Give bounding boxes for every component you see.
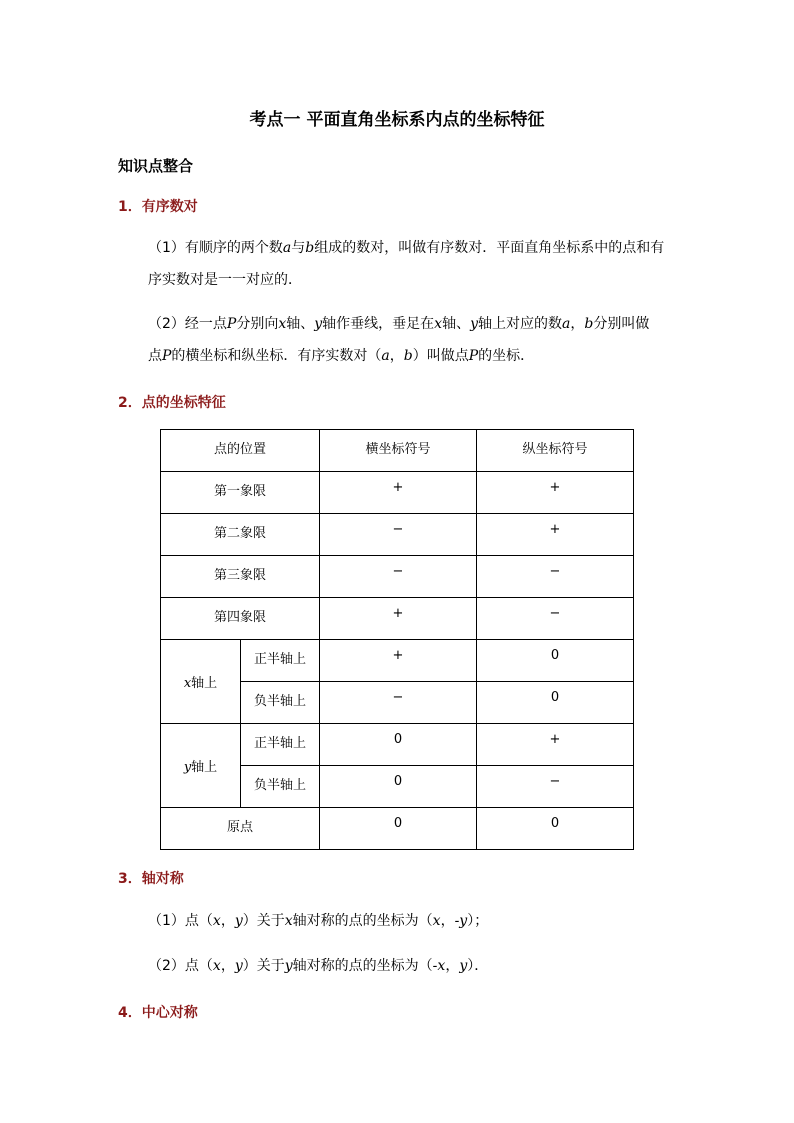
var-P: P [226, 316, 237, 332]
cell-position: 第一象限 [161, 472, 320, 514]
text: 与 [291, 240, 306, 256]
text: 轴上 [191, 760, 218, 775]
text: （2）经一点 [148, 316, 227, 332]
table-row [161, 640, 634, 682]
text: 序实数对是一一对应的． [148, 272, 302, 288]
text: （1）点（ [148, 913, 213, 929]
cell-x-sign: − [320, 682, 477, 724]
cell-position: 原点 [161, 808, 320, 850]
coordinate-sign-table [160, 429, 634, 850]
text: ）关于 [242, 913, 285, 929]
table-row [161, 556, 634, 598]
text: ， [389, 348, 404, 364]
cell-position: 正半轴上 [241, 724, 320, 766]
var-x: x [434, 316, 443, 332]
line-continuation [148, 340, 688, 372]
var-x: x [432, 913, 441, 929]
text: ）关于 [242, 958, 285, 974]
table-header-row [161, 430, 634, 472]
var-P: P [162, 348, 172, 364]
text: 轴、 [442, 316, 471, 332]
cell-y-axis [161, 724, 241, 808]
var-y: y [234, 913, 243, 929]
var-y: y [459, 958, 468, 974]
heading-coordinate-features: 2．点的坐标特征 [118, 395, 226, 411]
var-neg-y: -y [454, 913, 468, 929]
cell-position: 第二象限 [161, 514, 320, 556]
table-row [161, 514, 634, 556]
cell-y-sign: 0 [477, 640, 634, 682]
cell-y-sign: − [477, 598, 634, 640]
text: 轴对称的点的坐标为（ [292, 913, 433, 929]
cell-x-sign: + [320, 472, 477, 514]
text: 的横坐标和纵坐标．有序实数对（ [171, 348, 382, 364]
cell-y-sign: + [477, 724, 634, 766]
cell-x-sign: 0 [320, 808, 477, 850]
cell-y-sign: 0 [477, 808, 634, 850]
cell-x-sign: + [320, 598, 477, 640]
paragraph-ordered-pair-definition [148, 232, 688, 296]
var-b: b [403, 348, 413, 364]
text: ， [445, 958, 460, 974]
cell-position: 正半轴上 [241, 640, 320, 682]
text: ， [570, 316, 585, 332]
section-heading: 知识点整合 [118, 157, 194, 175]
text: ）； [467, 913, 489, 929]
header-position: 点的位置 [161, 430, 320, 472]
cell-x-sign: − [320, 556, 477, 598]
cell-x-axis [161, 640, 241, 724]
var-b: b [305, 240, 315, 256]
text: 轴上 [191, 676, 218, 691]
var-y: y [234, 958, 243, 974]
header-x-sign: 横坐标符号 [320, 430, 477, 472]
cell-position: 负半轴上 [241, 766, 320, 808]
cell-x-sign: 0 [320, 766, 477, 808]
cell-y-sign: + [477, 514, 634, 556]
cell-y-sign: + [477, 472, 634, 514]
var-a: a [562, 316, 571, 332]
table-row [161, 724, 634, 766]
paragraph-point-coordinates [148, 308, 688, 372]
heading-ordered-pairs: 1．有序数对 [118, 199, 198, 215]
var-y: y [284, 958, 293, 974]
var-x: x [284, 913, 293, 929]
var-x: x [278, 316, 287, 332]
cell-y-sign: 0 [477, 682, 634, 724]
text: ）叫做点 [412, 348, 469, 364]
text: 分别叫做 [593, 316, 650, 332]
text: 的坐标． [478, 348, 535, 364]
paragraph-y-axis-symmetry [148, 950, 688, 982]
text: 分别向 [236, 316, 279, 332]
table-row [161, 598, 634, 640]
cell-y-sign: − [477, 556, 634, 598]
var-y: y [183, 760, 192, 775]
cell-x-sign: 0 [320, 724, 477, 766]
var-b: b [584, 316, 594, 332]
text: （1）有顺序的两个数 [148, 240, 283, 256]
var-neg-x: -x [432, 958, 446, 974]
text: （2）点（ [148, 958, 213, 974]
var-x: x [212, 913, 221, 929]
cell-position: 第四象限 [161, 598, 320, 640]
var-P: P [468, 348, 479, 364]
text: 轴作垂线，垂足在 [322, 316, 435, 332]
header-y-sign: 纵坐标符号 [477, 430, 634, 472]
text: 轴、 [286, 316, 315, 332]
cell-position: 负半轴上 [241, 682, 320, 724]
var-a: a [282, 240, 292, 256]
text: 点 [148, 348, 162, 364]
text: 组成的数对，叫做有序数对．平面直角坐标系中的点和有 [314, 240, 665, 256]
table-row [161, 472, 634, 514]
text: ）． [467, 958, 489, 974]
text: ， [440, 913, 455, 929]
cell-y-sign: − [477, 766, 634, 808]
cell-x-sign: + [320, 640, 477, 682]
table-row [161, 808, 634, 850]
text: ， [220, 913, 235, 929]
heading-axis-symmetry: 3．轴对称 [118, 871, 184, 887]
text: 轴上对应的数 [478, 316, 562, 332]
text: ， [220, 958, 235, 974]
cell-x-sign: − [320, 514, 477, 556]
cell-position: 第三象限 [161, 556, 320, 598]
paragraph-x-axis-symmetry [148, 905, 688, 937]
var-y: y [470, 316, 478, 332]
var-x: x [183, 676, 192, 691]
text: 轴对称的点的坐标为（ [292, 958, 433, 974]
var-x: x [212, 958, 221, 974]
page-title: 考点一 平面直角坐标系内点的坐标特征 [249, 110, 545, 130]
var-y: y [314, 316, 323, 332]
var-a: a [381, 348, 390, 364]
heading-central-symmetry: 4．中心对称 [118, 1005, 198, 1021]
